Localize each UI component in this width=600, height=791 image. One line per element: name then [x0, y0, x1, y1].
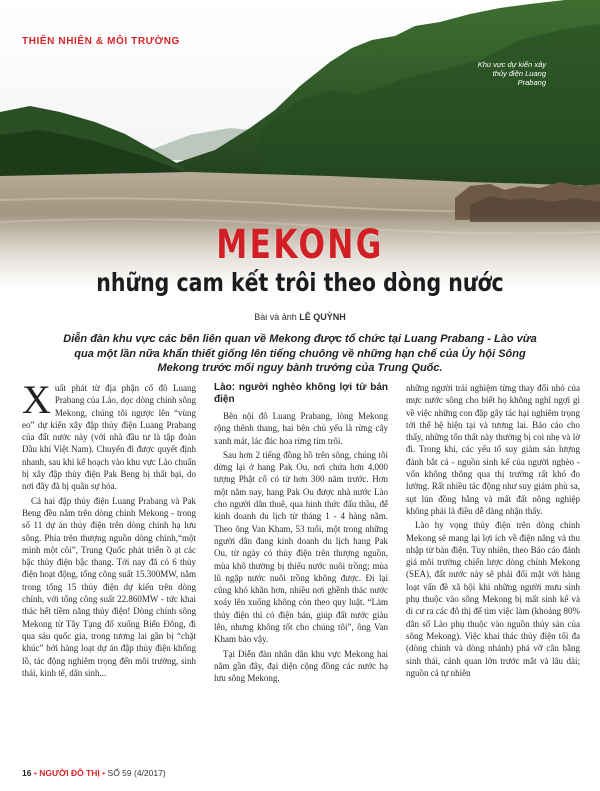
lead-paragraph: Diễn đàn khu vực các bên liên quan về Mekong được tổ chức tại Luang Prabang - Lào vừa qua một lần nữa khẩn thiết giống lên tiếng chuông về những hạn chế của Ủy hội Sông Mekong trước mối nguy bành trướng của Trung Quốc. — [63, 333, 537, 374]
byline — [0, 312, 600, 322]
paragraph: Sau hơn 2 tiếng đồng hồ trên sông, chúng tôi dừng lại ở hang Pak Ou, nơi chứa hơn 4.000 tượng Phật cổ có từ hơn 300 năm trước. Hơn một năm nay, hang Pak Ou được nhà nước Lào cho người dân thuê, qua hình thức đấu thầu, để kinh doanh du lịch từ tháng 1 - 4 hàng năm. Theo ông Van Kham, 53 tuổi, một trong những người dân đang kinh doanh du lịch hang Pak Ou, từ ngày có thủy điện trên thượng nguồn, mùa khô thường bị thiếu nước nuôi trồng; mùa lũ ngập nước nuôi trồng không được. Đi lại cũng khó khăn hơn, nhiều nơi ghềnh thác nước xoáy lên xuống không còn theo quy luật. “Làm thủy điện thì có điện bán, giúp đất nước giàu lên, nhưng không tốt cho chúng tôi”, ông Van Kham bảo vậy. — [214, 449, 388, 645]
section-label: THIÊN NHIÊN & MÔI TRƯỜNG — [22, 36, 180, 47]
paragraph: Bên nội đô Luang Prabang, lòng Mekong rộng thênh thang, hai bên chủ yếu là rừng cây xanh mát, lác đác hoa rừng tím trôi. — [214, 411, 388, 446]
section-subhead: Lào: người nghèo không lợi từ bán điện — [214, 382, 388, 405]
paragraph: những người trải nghiệm từng thay đổi nhỏ của mực nước sông cho biết họ không nghĩ ngợi gì về việc những con đập gây tác hại nghiêm trọng tới thể hệ hiện tại và tương lai. Báo cáo cho thấy, những tổn thất này thường bị coi nhẹ và lờ đi. Trong khi, các yếu tố suy giảm sản lượng đánh bắt cá - nguồn sinh kế của người nghèo - vốn không thông qua thị trường rất khó đo lường. Rất nhiều tác động như suy giảm phù sa, sụt lún đồng bằng và mất đất nông nghiệp không phải là điều dễ dàng nhận thấy. — [406, 383, 580, 516]
issue-number: SỐ 59 (4/2017) — [107, 768, 166, 778]
paragraph: Lào hy vọng thủy điện trên dòng chính Mekong sẽ mang lại lợi ích về điện năng và thu nhập từ bán điện. Tuy nhiên, theo Báo cáo đánh giá môi trường chiến lược dòng chính Mekong (SEA), đất nước này sẽ phải đối mặt với hàng loạt vấn đề xã hội khi những người mưu sinh phụ thuộc vào sông Mekong bị mất sinh kế và di cư ra các đô thị để tìm việc làm (khoảng 80% dân số Lào phụ thuộc vào nguồn thủy sản của sông Mekong). Việc khai thác thủy điện tối đa (dòng chính và dòng nhánh) phá vỡ cân bằng sinh thái, cảnh quan lớn trước mắt và lâu dài; nguồn cá tự nhiên — [406, 520, 580, 678]
paragraph-text: uất phát từ địa phận cố đô Luang Prabang của Lào, dọc dòng chính sông Mekong, chúng tôi ngược lên “vùng eo” dự kiến xây đập thủy điện Luang Prabang của đất nước này (với nhà đầu tư là tập đoàn Dầu khí Việt Nam). Chuyến đi được quyết định nhanh, sau khi kế hoạch vào khu vực Lào chuẩn bị xây đập thủy điện Pak Beng bị thất bại, do nơi đây đã bị quân sự hóa. — [22, 383, 196, 492]
separator-dot: • — [33, 768, 37, 778]
page-number: 16 — [22, 768, 32, 778]
paragraph — [22, 382, 196, 493]
paragraph: Tại Diễn đàn nhân dân khu vực Mekong hai năm gần đây, đại diện cộng đồng các nước hạ lưu sông Mekong, — [214, 648, 388, 684]
byline-prefix: Bài và ảnh — [254, 312, 300, 322]
photo-caption: Khu vực dự kiến xây thủy điện Luang Prabang — [477, 60, 546, 87]
column-1 — [22, 382, 196, 757]
article-title: MEKONG — [216, 222, 384, 268]
column-2 — [214, 382, 388, 757]
article-subtitle: những cam kết trôi theo dòng nước — [96, 268, 504, 297]
column-3 — [406, 382, 580, 757]
page-footer — [22, 768, 166, 778]
magazine-name: NGƯỜI ĐÔ THỊ — [39, 768, 100, 778]
drop-cap: X — [22, 382, 51, 422]
separator-dot: • — [102, 768, 106, 778]
byline-author: LÊ QUỲNH — [299, 312, 346, 322]
paragraph: Cả hai đập thủy điện Luang Prabang và Pak Beng đều nằm trên dòng chính Mekong - trong số 11 dự án thủy điện trên dòng chính hạ lưu sông. Phía trên thượng nguồn dòng chính,“một mình một cõi”, Trung Quốc phát triển ồ ạt các bậc thủy điện bậc thang. Tới nay đã có 6 thủy điện hoạt động, tổng công suất 15.300MW, nằm trong tổng 15 thủy điện dự kiến trên dòng chính, với tổng công suất 22.860MW - tức khai thác hết tiềm năng thủy điện! Dòng chính sông Mekong từ Tây Tạng đổ xuống Biển Đông, đi qua sáu quốc gia, trong tương lai gần bị “chặt khúc” bởi hàng loạt dự án đập thủy điện khổng lồ, tác động nghiêm trọng đến môi trường, sinh thái, kinh tế, dân sinh... — [22, 495, 196, 678]
